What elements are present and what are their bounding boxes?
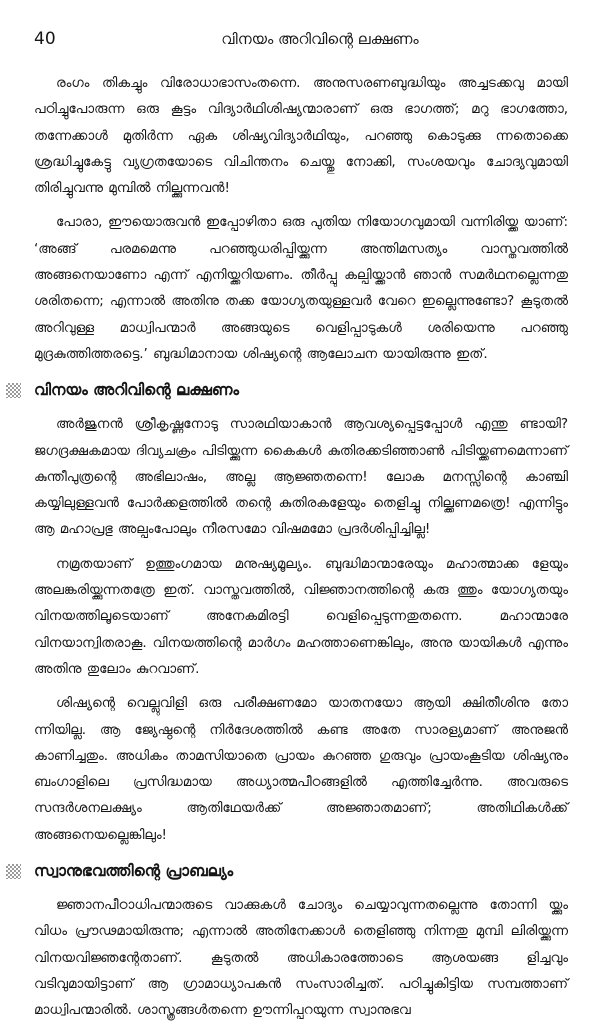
page-number: 40 xyxy=(34,29,56,49)
section-heading-text: സ്വാനുഭവത്തിന്റെ പ്രാബല്യം xyxy=(34,862,234,881)
paragraph: നമ്രതയാണ് ഉത്തുംഗമായ മനുഷ്യമൂല്യം. ബുദ്ധിമാന്മാരേയും മഹാത്മാക്ക ളേയും അലങ്കരിയ്ക്കുന്നതത്രേ ഇത്. വാസ്തവത്തിൽ, വിജ്ഞാനത്തിന്റെ കരു ത്തും യോഗ്യതയും വിനയത്തിലൂടെയാണ് അനേകമിരട്ടി വെളിപ്പെടുന്നതുതന്നെ. മഹാന്മാരേ വിനയാന്വിതരാകൂ. വിനയത്തിന്റെ മാർഗം മഹത്താണെങ്കിലും, അനു യായികൾ എന്നും അതിനു തുലോം കുറവാണ്. xyxy=(34,555,568,677)
paragraph: ജ്ഞാനപീഠാധിപന്മാരുടെ വാക്കുകൾ ചോദ്യം ചെയ്യാവുന്നതല്ലെന്നു തോന്നി യ്ക്കും വിധം പ്രൗഢമായിരുന്നു; എന്നാൽ അതിനേക്കാൾ തെളിഞ്ഞു നിന്നതു മുമ്പി ലിരിയ്ക്കുന്ന വിനയവിജ്ഞന്റേതാണ്. കൂടുതൽ അധികാരത്തോടെ ആശയങ്ങ ളിച്ചവും വടിവുമായിട്ടാണ് ആ ഗ്രാമാധ്യാപകൻ സംസാരിച്ചത്. പഠിച്ചുകിട്ടിയ സമ്പത്താണ് മാധ്വിപന്മാരിൽ. ശാസ്ത്രങ്ങൾതന്നെ ഊന്നിപ്പറയുന്ന സ്വാനുഭവ xyxy=(34,897,568,1019)
paragraph: അർജുനൻ ശ്രീകൃഷ്ണനോടു സാരഥിയാകാൻ ആവശ്യപ്പെട്ടപ്പോൾ എന്തു ണ്ടായി? ജഗദ്രക്ഷകമായ ദിവ്യചക്രം പിടിയ്ക്കുന്ന കൈകൾ കുതിരക്കടിഞ്ഞാൺ പിടിയ്ക്കണമെന്നാണ് കുന്തീപുത്രന്റെ അഭിലാഷം, അല്ല ആജ്ഞതന്നെ! ലോക മനസ്സിന്റെ കാഞ്ചി കയ്യിലുള്ളവൻ പോർക്കളത്തിൽ തന്റെ കുതിരകളേയും തെളിച്ചു നില്ക്കണമത്രെ! എന്നിട്ടും ആ മഹാപ്രഭു അല്പംപോലും നീരസമോ വിഷമമോ പ്രദർശിപ്പിച്ചില്ല! xyxy=(34,416,568,538)
paragraph: പോരാ, ഈയൊരുവൻ ഇപ്പോഴിതാ ഒരു പുതിയ നിയോഗവുമായി വന്നിരിയ്ക്ക യാണ്: ‘അങ്ങ് പരമമെന്നു പറഞ്ഞുധരിപ്പിയ്ക്കുന്ന അന്തിമസത്യം വാസ്തവത്തിൽ അങ്ങനെയാണോ എന്ന് എനിയ്ക്കറിയണം. തീർപ്പു കല്പിയ്ക്കാൻ ഞാൻ സമർഥനല്ലെന്നതു ശരിതന്നെ; എന്നാൽ അതിനു തക്ക യോഗ്യതയുള്ളവർ വേറെ ഇല്ലെന്നുണ്ടോ? കൂടുതൽ അറിവുള്ള മാധ്വിപന്മാർ അങ്ങയുടെ വെളിപ്പാടുകൾ ശരിയെന്നു പറഞ്ഞു മുദ്രകുത്തിത്തരട്ടെ.’ ബുദ്ധിമാനായ ശിഷ്യന്റെ ആലോചന യായിരുന്നു ഇത്. xyxy=(34,214,568,362)
body-text xyxy=(34,70,568,1032)
running-title: വിനയം അറിവിന്റെ ലക്ഷണം xyxy=(221,30,419,48)
heading-marker-icon xyxy=(6,864,21,879)
paragraph: ശിഷ്യന്റെ വെല്ലുവിളി ഒരു പരീക്ഷണമോ യാതനയോ ആയി ക്ഷിതീശിനു തോ ന്നിയില്ല. ആ ജ്യേഷ്ഠന്റെ നിർദേശത്തിൽ കണ്ട അതേ സാരള്യമാണ് അനുജൻ കാണിച്ചതും. അധികം താമസിയാതെ പ്രായം കുറഞ്ഞ ഗുരുവും പ്രായംകൂടിയ ശിഷ്യനും ബംഗാളിലെ പ്രസിദ്ധമായ അധ്യാത്മപീഠങ്ങളിൽ എത്തിച്ചേർന്നു. അവരുടെ സന്ദർശനലക്ഷ്യം ആതിഥേയർക്ക് അജ്ഞാതമാണ്; അതിഥികൾക്ക് അങ്ങനെയല്ലെങ്കിലും! xyxy=(34,695,568,843)
paragraph: രംഗം തികച്ചും വിരോധാഭാസംതന്നെ. അനുസരണബുദ്ധിയും അച്ചടക്കവു മായി പഠിച്ചുപോരുന്ന ഒരു കൂട്ടം വിദ്യാർഥിശിഷ്യന്മാരാണ് ഒരു ഭാഗത്ത്; മറു ഭാഗത്തോ, തന്നേക്കാൾ മുതിർന്ന ഏക ശിഷ്യവിദ്യാർഥിയും, പറഞ്ഞു കൊടുക്കു ന്നതൊക്കെ ശ്രദ്ധിച്ചുകേട്ടു വ്യഗ്രതയോടെ വിചിന്തനം ചെയ്തു നോക്കി, സംശയവും ചോദ്യവുമായി തിരിച്ചുവന്നു മുമ്പിൽ നില്ക്കുന്നവൻ! xyxy=(34,75,568,197)
page-header xyxy=(0,28,600,52)
section-heading xyxy=(6,375,568,405)
section-heading xyxy=(6,856,568,886)
heading-marker-icon xyxy=(6,383,21,398)
section-heading-text: വിനയം അറിവിന്റെ ലക്ഷണം xyxy=(34,381,239,400)
